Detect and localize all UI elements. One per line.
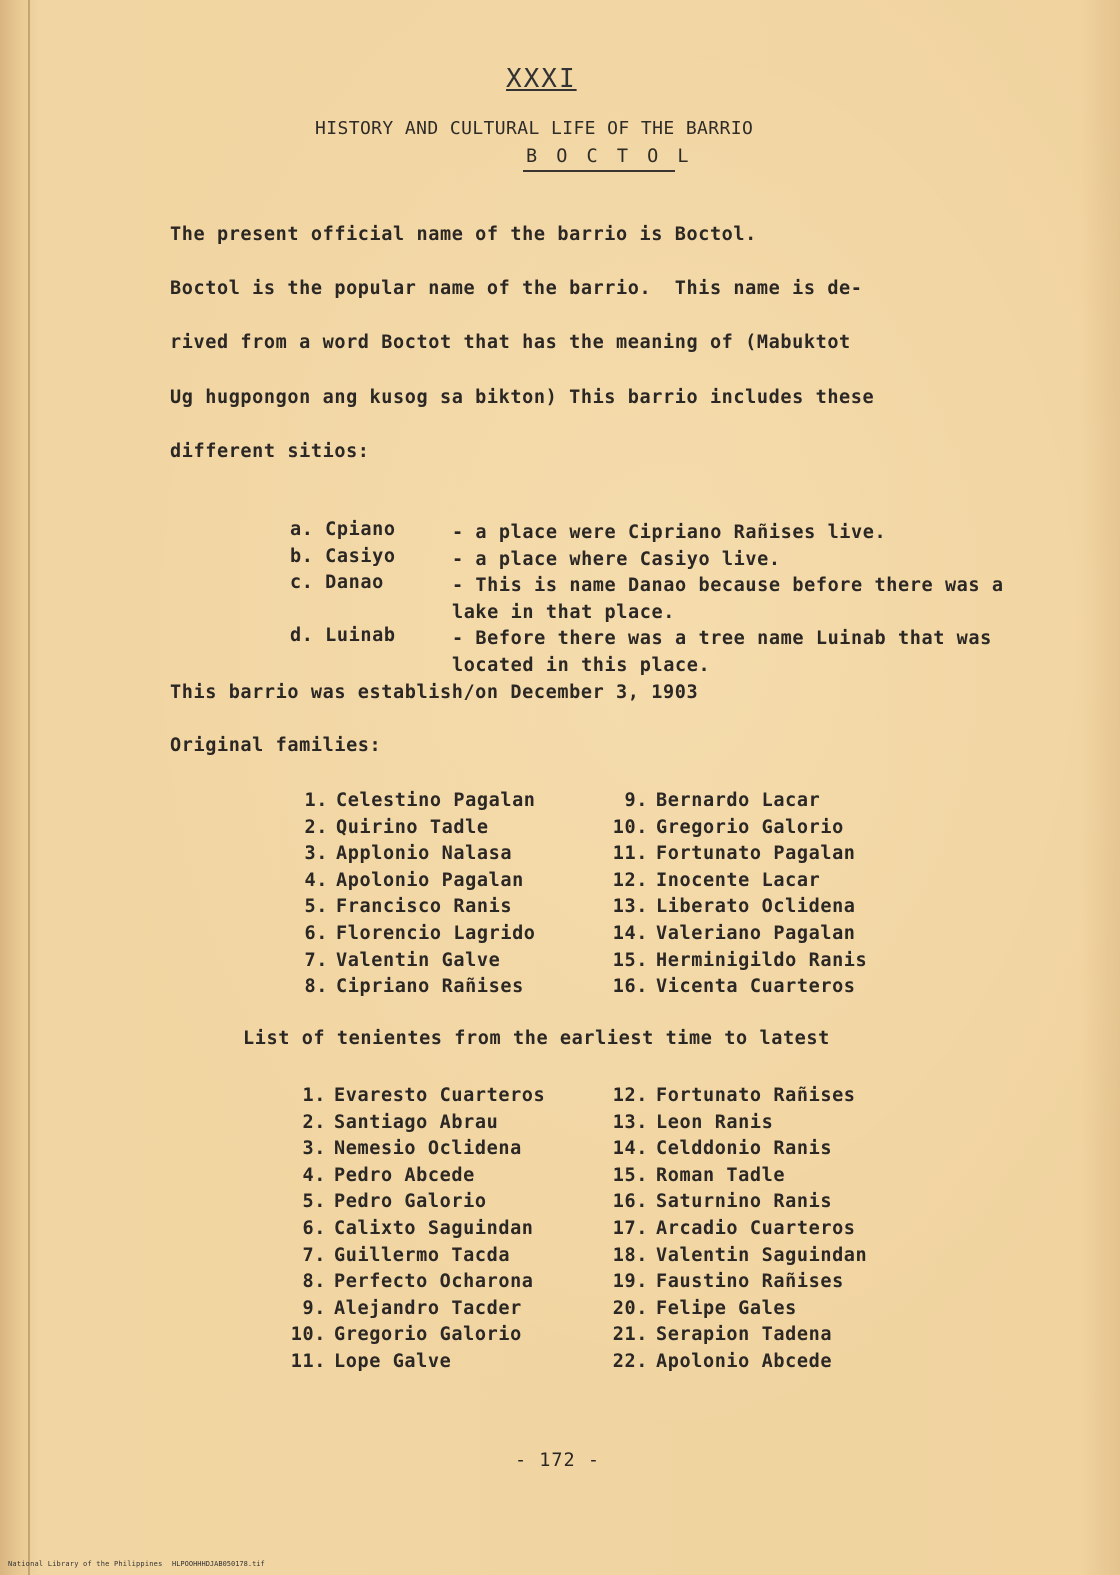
list-item (266, 896, 512, 917)
list-item (266, 870, 524, 891)
list-item (586, 1112, 773, 1133)
list-item-name: Nemesio Oclidena (334, 1138, 522, 1160)
list-item (270, 1165, 475, 1186)
list-item-number: 12. (612, 869, 648, 891)
sitio-description: - This is name Danao because before there was a lake in that place. (451, 575, 1004, 623)
list-item-number: 14. (612, 1138, 648, 1160)
list-item-name: Roman Tadle (656, 1164, 786, 1186)
list-item-name: Florencio Lagrido (336, 923, 536, 944)
list-item (266, 817, 489, 838)
list-item-name: Celddonio Ranis (656, 1138, 833, 1160)
binding-edge (28, 0, 30, 1575)
list-item-name: Pedro Abcede (334, 1164, 475, 1186)
list-item (266, 950, 500, 971)
list-item-name: Lope Galve (334, 1351, 452, 1372)
list-item-name: Applonio Nalasa (336, 843, 513, 865)
page-number: - 172 - (515, 1450, 600, 1471)
list-item-number: 15. (612, 1164, 648, 1186)
established-date: This barrio was establish/on December 3, 1903 (170, 682, 699, 703)
list-item (586, 790, 820, 811)
page-title: HISTORY AND CULTURAL LIFE OF THE BARRIO (315, 118, 754, 139)
list-item (270, 1138, 522, 1159)
list-item (586, 1351, 832, 1372)
list-item-number: 15. (612, 949, 648, 971)
list-item-name: Calixto Saguindan (334, 1218, 534, 1239)
sitio-key: c. Danao (289, 572, 384, 593)
list-item-number: 13. (612, 1111, 648, 1133)
list-item-number: 2. (302, 1111, 326, 1133)
list-item (270, 1324, 522, 1345)
list-item (586, 843, 856, 864)
list-item-number: 9. (302, 1297, 326, 1319)
sitio-key: d. Luinab (289, 625, 396, 646)
sitio-description: - Before there was a tree name Luinab that was located in this place. (451, 628, 992, 676)
list-item-name: Arcadio Cuarteros (656, 1218, 856, 1239)
sitio-key: a. Cpiano (289, 519, 396, 540)
paragraph-line-2: Boctol is the popular name of the barrio. This name is de- (170, 278, 863, 299)
paragraph-line-5: different sitios: (170, 441, 370, 462)
list-item-number: 4. (304, 869, 328, 891)
list-item (270, 1298, 522, 1319)
list-item-name: Apolonio Pagalan (336, 869, 524, 891)
sitio-description: - a place where Casiyo live. (451, 549, 781, 570)
chapter-number: XXXI (506, 64, 577, 94)
list-item (270, 1218, 534, 1239)
list-item-name: Bernardo Lacar (656, 790, 821, 811)
list-item-number: 18. (612, 1244, 648, 1266)
list-item-name: Valeriano Pagalan (656, 923, 856, 944)
list-item-name: Fortunato Rañises (656, 1085, 856, 1106)
list-item-name: Quirino Tadle (336, 816, 489, 838)
list-item-name: Apolonio Abcede (656, 1351, 833, 1372)
list-item-number: 12. (612, 1085, 648, 1106)
list-item (270, 1245, 510, 1266)
list-item-name: Saturnino Ranis (656, 1191, 833, 1213)
list-item-number: 11. (612, 843, 648, 865)
list-item-number: 13. (612, 896, 648, 918)
list-item-name: Cipriano Rañises (336, 976, 524, 998)
list-item (270, 1112, 498, 1133)
list-item-name: Leon Ranis (656, 1111, 774, 1133)
list-item-name: Faustino Rañises (656, 1271, 844, 1293)
list-item (586, 1085, 856, 1106)
list-item-name: Pedro Galorio (334, 1191, 487, 1213)
list-item (270, 1191, 487, 1212)
list-item-number: 5. (304, 896, 328, 918)
list-item (586, 896, 856, 917)
list-item (586, 1298, 797, 1319)
list-item-number: 7. (304, 949, 328, 971)
paragraph-line-3: rived from a word Boctot that has the meaning of (Mabuktot (170, 332, 851, 353)
list-item (586, 817, 844, 838)
list-item (266, 976, 524, 997)
list-item-number: 7. (302, 1244, 326, 1266)
list-item-name: Evaresto Cuarteros (334, 1085, 546, 1106)
list-item-name: Gregorio Galorio (656, 816, 844, 838)
barrio-name-heading: B O C T O L (526, 146, 693, 167)
list-item-number: 6. (304, 923, 328, 944)
list-item-number: 22. (612, 1351, 648, 1372)
list-item (270, 1271, 534, 1292)
list-item-number: 1. (302, 1085, 326, 1106)
list-item-name: Guillermo Tacda (334, 1244, 511, 1266)
list-item-name: Santiago Abrau (334, 1111, 499, 1133)
list-item-number: 2. (304, 816, 328, 838)
list-item-name: Inocente Lacar (656, 869, 821, 891)
list-item (586, 1191, 832, 1212)
list-item-number: 16. (612, 1191, 648, 1213)
bleed-through-text (150, 92, 878, 113)
paragraph-line-1: The present official name of the barrio is Boctol. (170, 224, 757, 245)
list-item-number: 4. (302, 1164, 326, 1186)
list-item-name: Valentin Galve (336, 949, 501, 971)
list-item (266, 790, 536, 811)
list-item-number: 10. (290, 1324, 326, 1346)
list-item-number: 3. (304, 843, 328, 865)
list-item-number: 21. (612, 1324, 648, 1346)
list-item-name: Francisco Ranis (336, 896, 513, 918)
paragraph-line-4: Ug hugpongon ang kusog sa bikton) This barrio includes these (170, 387, 875, 408)
list-item (586, 976, 856, 997)
list-item-number: 8. (302, 1271, 326, 1293)
list-item-name: Serapion Tadena (656, 1324, 833, 1346)
list-item (270, 1085, 545, 1106)
list-item-number: 16. (612, 976, 648, 998)
list-item (266, 843, 512, 864)
footer-library: National Library of the Philippines (8, 1560, 163, 1568)
list-item-name: Fortunato Pagalan (656, 843, 856, 865)
list-item-number: 5. (302, 1191, 326, 1213)
list-item (586, 1271, 844, 1292)
list-item-name: Celestino Pagalan (336, 790, 536, 811)
list-item-name: Perfecto Ocharona (334, 1271, 534, 1293)
list-item-number: 17. (612, 1218, 648, 1239)
list-item-name: Gregorio Galorio (334, 1324, 522, 1346)
families-heading: Original families: (170, 735, 382, 756)
list-item (270, 1351, 451, 1372)
list-item (586, 950, 867, 971)
list-item (586, 1245, 867, 1266)
list-item-name: Valentin Saguindan (656, 1244, 868, 1266)
list-item-number: 3. (302, 1138, 326, 1160)
list-item-number: 10. (612, 816, 648, 838)
footer-filename: HLPOOHHHDJAB050178.tif (172, 1560, 265, 1568)
list-item (266, 923, 536, 944)
heading-underline (523, 170, 675, 172)
list-item-number: 11. (290, 1351, 326, 1372)
list-item-number: 20. (612, 1297, 648, 1319)
list-item (586, 1165, 785, 1186)
list-item (586, 923, 856, 944)
list-item-name: Alejandro Tacder (334, 1297, 522, 1319)
list-item (586, 870, 820, 891)
list-item (586, 1218, 856, 1239)
list-item-number: 19. (612, 1271, 648, 1293)
list-item-name: Herminigildo Ranis (656, 949, 868, 971)
tenientes-heading: List of tenientes from the earliest time to latest (243, 1028, 830, 1049)
list-item-name: Vicenta Cuarteros (656, 976, 856, 998)
list-item-number: 8. (304, 976, 328, 998)
list-item (586, 1138, 832, 1159)
list-item (586, 1324, 832, 1345)
list-item-number: 1. (304, 790, 328, 811)
sitio-description: - a place were Cipriano Rañises live. (451, 522, 887, 543)
sitio-key: b. Casiyo (289, 546, 396, 567)
list-item-number: 14. (612, 923, 648, 944)
list-item-name: Felipe Gales (656, 1297, 797, 1319)
list-item-number: 9. (624, 790, 648, 811)
list-item-number: 6. (302, 1218, 326, 1239)
list-item-name: Liberato Oclidena (656, 896, 856, 918)
